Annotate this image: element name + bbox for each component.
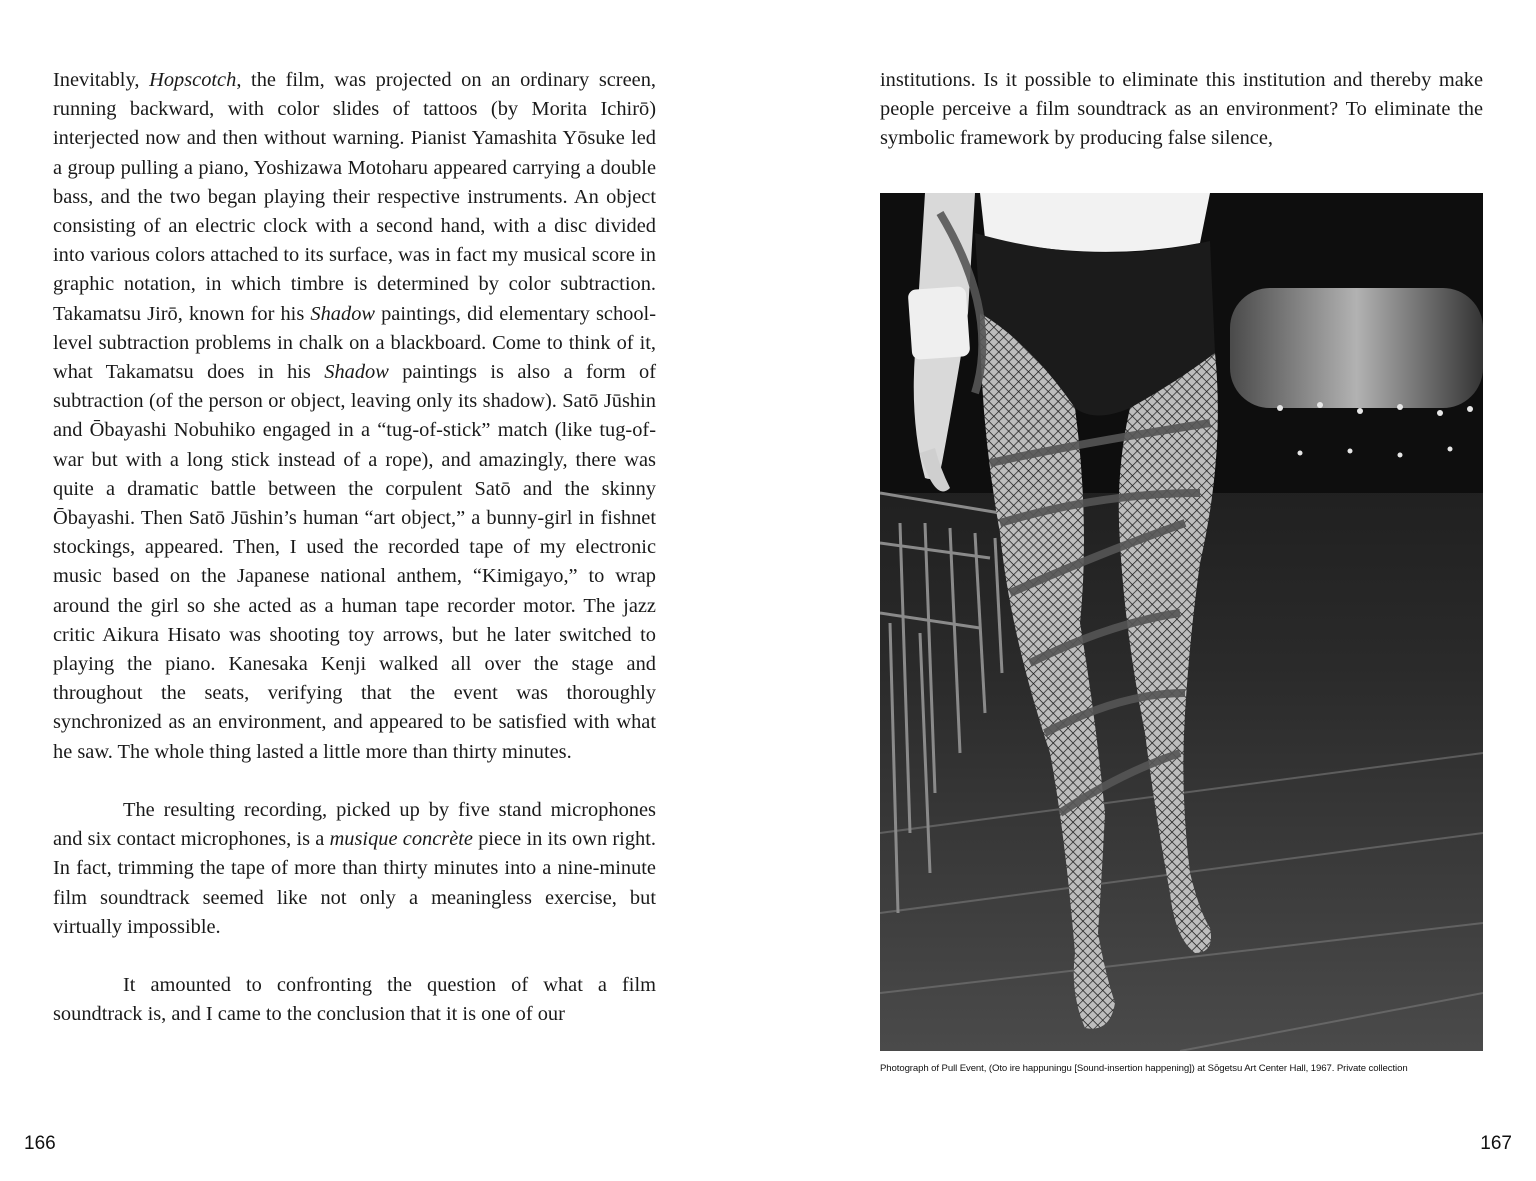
paragraph-3: It amounted to confronting the question of what a film soundtrack is, and I came to the conclusion that it is one of our xyxy=(53,974,656,1026)
paragraph-2 xyxy=(53,796,656,942)
text-run: piece in its own right. In fact, trimming the tape of more than thirty minutes into a nine-minute film soundtrack seemed like not only a meaningless exercise, but virtually impossible. xyxy=(53,828,656,938)
paragraph-continued: institutions. Is it possible to eliminate this institution and thereby make people perceive a film soundtrack as an environment? To eliminate the symbolic framework by producing false silence, xyxy=(880,69,1483,150)
right-page-text xyxy=(880,66,1483,154)
text-run: paintings, did elementary school-level subtraction problems in chalk on a blackboard. Come to think of it, what Takamatsu does in his xyxy=(53,302,656,384)
page-number-left: 166 xyxy=(24,1133,56,1154)
text-run: , the film, was projected on an ordinary screen, running backward, with color slides of tattoos (by Morita Ichirō) interjected now and then without warning. Pianist Yamashita Yōsuke led a group pulling a piano, Yoshizawa Motoharu appeared carrying a double bass, and the two began playing their respective instruments. An object consisting of an electric clock with a second hand, with a disc divided into various colors attached to its surface, was in fact my musical score in graphic notation, in which timbre is determined by color subtraction. Takamatsu Jirō, known for his xyxy=(53,69,656,325)
text-run: The resulting recording, picked up by five stand microphones and six contact microphones, is a xyxy=(53,799,656,851)
text-run: paintings is also a form of subtraction (of the person or object, leaving only its shadow). Satō Jūshin and Ōbayashi Nobuhiko engaged in a “tug-of-stick” match (like tug-of-war but with a long stick instead of a rope), and amazingly, there was quite a dramatic battle between the corpulent Satō and the skinny Ōbayashi. Then Satō Jūshin’s human “art object,” a bunny-girl in fishnet stockings, appeared. Then, I used the recorded tape of my electronic music based on the Japanese national anthem, “Kimigayo,” to wrap around the girl so she acted as a human tape recorder motor. The jazz critic Aikura Hisato was shooting toy arrows, but he later switched to playing the piano. Kanesaka Kenji walked all over the stage and throughout the seats, verifying that the event was thoroughly synchronized as an environment, and appeared to be satisfied with what he saw. The whole thing lasted a little more than thirty minutes. xyxy=(53,361,656,763)
italic-term: musique concrète xyxy=(329,828,473,851)
left-page-text xyxy=(53,66,656,1030)
painting-title: Shadow xyxy=(310,302,375,325)
photo-caption: Photograph of Pull Event, (Oto ire happuningu [Sound-insertion happening]) at Sōgetsu Art Center Hall, 1967. Private collection xyxy=(880,1063,1408,1074)
film-title: Hopscotch xyxy=(149,69,237,91)
event-photograph xyxy=(880,193,1483,1051)
text-run: Inevitably, xyxy=(53,69,150,91)
painting-title: Shadow xyxy=(324,361,389,384)
photo-illustration xyxy=(880,193,1483,1051)
paragraph-1 xyxy=(53,66,656,767)
page-number-right: 167 xyxy=(1480,1133,1512,1154)
